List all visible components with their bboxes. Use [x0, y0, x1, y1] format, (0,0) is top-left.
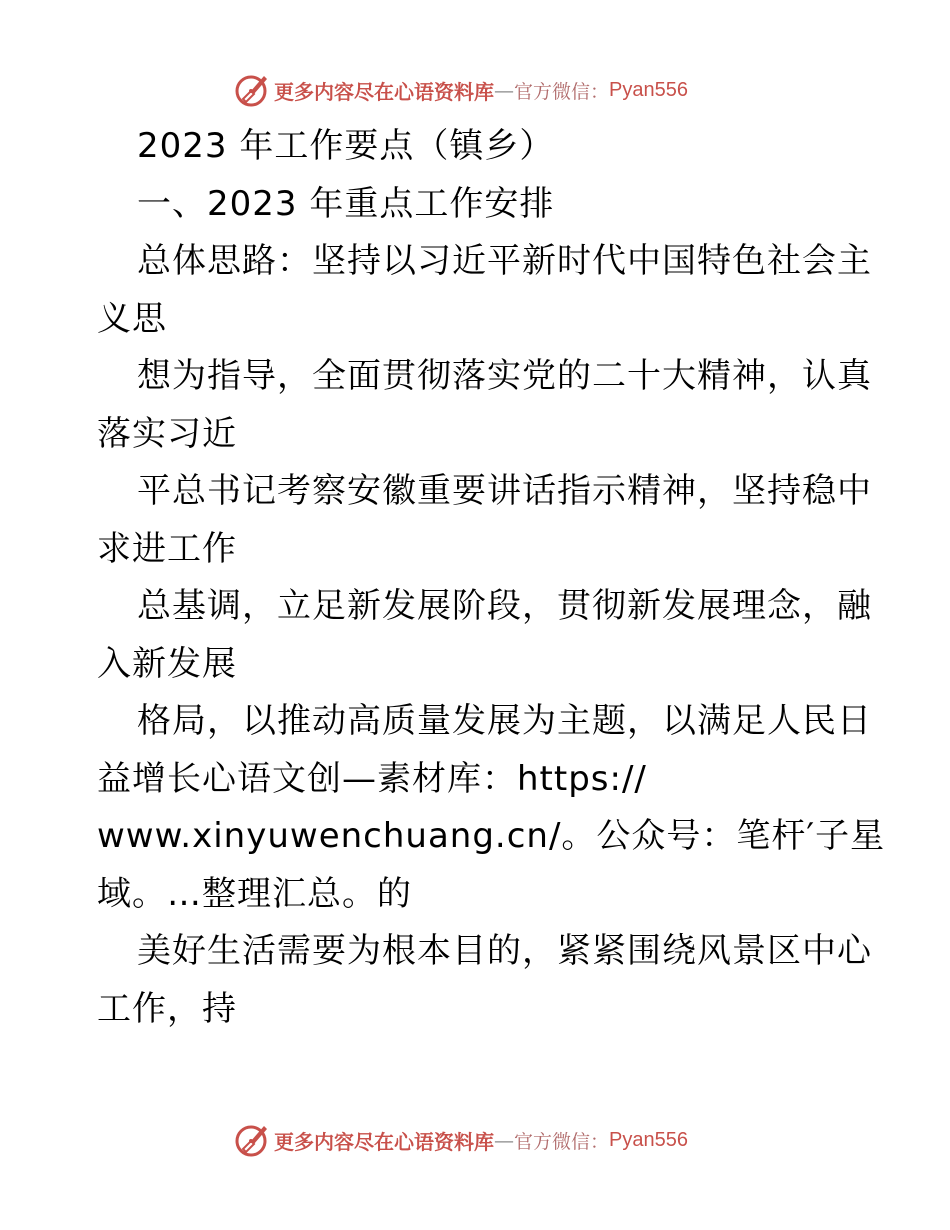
doc-title: 2023 年工作要点（镇乡）: [137, 126, 555, 166]
paragraph-line: 落实习近: [97, 413, 237, 454]
banner-wechat-id: Pyan556: [609, 1128, 688, 1151]
paragraph-line: 域。…整理汇总。的: [97, 873, 412, 914]
fountain-pen-logo-icon: [234, 1122, 270, 1158]
paragraph-line-url: www.xinyuwenchuang.cn/。公众号：笔杆′子星: [97, 816, 886, 856]
banner-site-name: 更多内容尽在心语资料库: [274, 79, 494, 104]
paragraph-line: 美好生活需要为根本目的，紧紧围绕风景区中心: [137, 931, 872, 971]
paragraph-line: 义思: [97, 298, 167, 339]
paragraph-line: 益增长心语文创—素材库：https://: [97, 758, 647, 799]
banner-separator: —: [494, 1128, 514, 1152]
footer-watermark-banner: [234, 1120, 688, 1160]
document-body: [97, 118, 886, 1038]
paragraph-line: 平总书记考察安徽重要讲话指示精神，坚持稳中: [137, 471, 872, 511]
banner-wechat-id: Pyan556: [609, 78, 688, 101]
paragraph-line: 求进工作: [97, 528, 237, 569]
paragraph-line: 格局，以推动高质量发展为主题，以满足人民日: [137, 701, 872, 741]
paragraph-line: 总基调，立足新发展阶段，贯彻新发展理念，融: [137, 586, 872, 626]
fountain-pen-logo-icon: [234, 72, 270, 108]
banner-site-name: 更多内容尽在心语资料库: [274, 1129, 494, 1154]
paragraph-line: 想为指导，全面贯彻落实党的二十大精神，认真: [137, 356, 872, 396]
section-heading: 一、2023 年重点工作安排: [137, 183, 555, 224]
paragraph-line: 工作，持: [97, 988, 237, 1029]
paragraph-line: 总体思路：坚持以习近平新时代中国特色社会主: [137, 241, 872, 281]
banner-separator: —: [494, 78, 514, 102]
header-watermark-banner: [234, 70, 688, 110]
banner-wechat-label: 官方微信：: [514, 80, 610, 103]
paragraph-line: 入新发展: [97, 643, 237, 684]
banner-wechat-label: 官方微信：: [514, 1130, 610, 1153]
